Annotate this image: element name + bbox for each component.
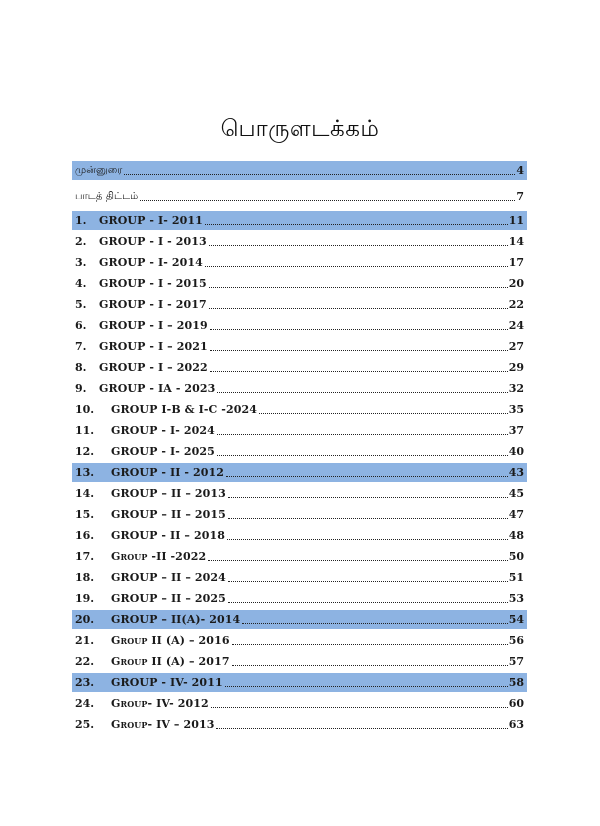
toc-entry-page: 58	[508, 676, 524, 689]
toc-entry-page: 57	[508, 655, 524, 668]
toc-entry-number: 8.	[75, 361, 87, 374]
toc-entry-page: 4	[516, 164, 524, 177]
dot-leader	[209, 285, 508, 288]
dot-leader	[232, 663, 508, 666]
dot-leader	[209, 243, 508, 246]
dot-leader	[227, 537, 508, 540]
toc-entry-page: 24	[508, 319, 524, 332]
toc-entry-page: 63	[508, 718, 524, 731]
toc-entry-page: 60	[508, 697, 524, 710]
toc-entry-page: 22	[508, 298, 524, 311]
toc-entry-number: 4.	[75, 277, 87, 290]
toc-entry[interactable]	[72, 274, 527, 293]
toc-entry-number: 6.	[75, 319, 87, 332]
toc-entry-label: GROUP - I – 2019	[99, 319, 208, 332]
toc-entry-label: GROUP - II - 2012	[111, 466, 225, 479]
toc-entry-page: 14	[508, 235, 524, 248]
toc-entry-label: GROUP I-B & I-C -2024	[111, 403, 257, 416]
toc-entry-page: 37	[508, 424, 524, 437]
toc-entry-number: 10.	[75, 403, 95, 416]
dot-leader	[228, 495, 508, 498]
toc-entry-page: 43	[508, 466, 524, 479]
toc-entry-number: 15.	[75, 508, 95, 521]
toc-entry[interactable]	[72, 505, 527, 524]
toc-entry[interactable]	[72, 526, 527, 545]
dot-leader	[228, 579, 508, 582]
toc-entry-number: 2.	[75, 235, 87, 248]
toc-entry-page: 20	[508, 277, 524, 290]
dot-leader	[140, 198, 515, 201]
toc-entry-page: 29	[508, 361, 524, 374]
toc-entry-label: Group II (A) – 2016	[111, 634, 230, 647]
toc-entry-page: 54	[508, 613, 524, 626]
toc-entry-page: 53	[508, 592, 524, 605]
toc-entry-label: GROUP - IV- 2011	[111, 676, 223, 689]
toc-entry-label: GROUP - I- 2014	[99, 256, 203, 269]
toc-entry-number: 18.	[75, 571, 95, 584]
toc-entry-label: GROUP - I- 2011	[99, 214, 203, 227]
toc-entry-number: 9.	[75, 382, 87, 395]
toc-entry[interactable]	[72, 652, 527, 671]
toc-entry[interactable]	[72, 316, 527, 335]
toc-entry-number: 14.	[75, 487, 95, 500]
toc-entry[interactable]	[72, 421, 527, 440]
toc-entry-label: GROUP – II – 2024	[111, 571, 226, 584]
toc-entry[interactable]	[72, 358, 527, 377]
dot-leader	[124, 172, 515, 175]
dot-leader	[210, 327, 508, 330]
toc-entry[interactable]	[72, 442, 527, 461]
toc-entry-page: 27	[508, 340, 524, 353]
toc-entry-page: 50	[508, 550, 524, 563]
toc-entry[interactable]	[72, 631, 527, 650]
toc-entry-label: GROUP - I - 2015	[99, 277, 207, 290]
dot-leader	[211, 705, 508, 708]
dot-leader	[205, 264, 508, 267]
toc-entry[interactable]	[72, 589, 527, 608]
toc-entry[interactable]	[72, 253, 527, 272]
toc-entry-label: GROUP - I - 2013	[99, 235, 207, 248]
toc-entry-number: 12.	[75, 445, 95, 458]
toc-entry[interactable]	[72, 400, 527, 419]
toc-entry-label: முன்னுரை	[75, 164, 123, 176]
toc-entry-label: Group -II -2022	[111, 550, 207, 563]
dot-leader	[210, 348, 508, 351]
dot-leader	[217, 390, 507, 393]
toc-entry-number: 24.	[75, 697, 95, 710]
toc-entry-label: GROUP - II – 2018	[111, 529, 225, 542]
dot-leader	[217, 432, 508, 435]
dot-leader	[210, 369, 508, 372]
toc-entry-number: 13.	[75, 466, 95, 479]
toc-entry[interactable]	[72, 610, 527, 629]
toc-entry-label: GROUP - I- 2024	[111, 424, 215, 437]
page-title: பொருளடக்கம்	[220, 116, 380, 142]
toc-entry-label: GROUP - I – 2022	[99, 361, 208, 374]
toc-entry-number: 11.	[75, 424, 95, 437]
toc-entry-label: GROUP - I – 2021	[99, 340, 208, 353]
toc-entry-label: GROUP - I - 2017	[99, 298, 207, 311]
toc-entry-label: GROUP - IA - 2023	[99, 382, 216, 395]
dot-leader	[209, 306, 508, 309]
toc-entry-label: GROUP - I- 2025	[111, 445, 215, 458]
toc-entry-label: Group- IV – 2013	[111, 718, 215, 731]
toc-entry-page: 32	[508, 382, 524, 395]
toc-entry-number: 17.	[75, 550, 95, 563]
toc-entry-number: 19.	[75, 592, 95, 605]
toc-entry-page: 17	[508, 256, 524, 269]
dot-leader	[217, 453, 508, 456]
toc-entry-label: Group II (A) – 2017	[111, 655, 230, 668]
toc-entry-number: 22.	[75, 655, 95, 668]
toc-entry[interactable]	[72, 295, 527, 314]
toc-entry[interactable]	[72, 547, 527, 566]
dot-leader	[228, 516, 508, 519]
toc-entry-page: 11	[508, 214, 524, 227]
toc-entry-page: 7	[516, 190, 524, 203]
toc-entry-number: 25.	[75, 718, 95, 731]
toc-entry-number: 23.	[75, 676, 95, 689]
toc-entry-page: 48	[508, 529, 524, 542]
toc-entry[interactable]	[72, 715, 527, 734]
toc-entry[interactable]	[72, 484, 527, 503]
toc-entry[interactable]	[72, 232, 527, 251]
dot-leader	[226, 474, 508, 477]
toc-entry-page: 45	[508, 487, 524, 500]
toc-entry-number: 7.	[75, 340, 87, 353]
toc-entry-number: 1.	[75, 214, 87, 227]
toc-entry-page: 47	[508, 508, 524, 521]
toc-entry[interactable]	[72, 673, 527, 692]
dot-leader	[225, 684, 508, 687]
toc-entry-preface[interactable]	[72, 161, 527, 180]
toc-entry[interactable]	[72, 463, 527, 482]
dot-leader	[232, 642, 508, 645]
toc-entry[interactable]	[72, 694, 527, 713]
dot-leader	[216, 726, 507, 729]
toc-entry-label: GROUP – II – 2013	[111, 487, 226, 500]
toc-entry-page: 51	[508, 571, 524, 584]
toc-entry-number: 5.	[75, 298, 87, 311]
toc-entry[interactable]	[72, 568, 527, 587]
toc-entry-label: GROUP – II – 2025	[111, 592, 226, 605]
toc-entry-number: 16.	[75, 529, 95, 542]
toc-entry-label: பாடத் திட்டம்	[75, 190, 139, 202]
toc-entry-number: 20.	[75, 613, 95, 626]
toc-entry-page: 40	[508, 445, 524, 458]
toc-entry-label: GROUP – II – 2015	[111, 508, 226, 521]
toc-entry-number: 3.	[75, 256, 87, 269]
toc-entry[interactable]	[72, 211, 527, 230]
toc-entry-syllabus[interactable]	[72, 187, 527, 206]
dot-leader	[259, 411, 508, 414]
toc-entry-number: 21.	[75, 634, 95, 647]
dot-leader	[242, 621, 507, 624]
toc-entry-label: Group- IV- 2012	[111, 697, 209, 710]
toc-entry-label: GROUP – II(A)- 2014	[111, 613, 241, 626]
dot-leader	[228, 600, 508, 603]
toc-entry[interactable]	[72, 337, 527, 356]
toc-entry-page: 56	[508, 634, 524, 647]
dot-leader	[208, 558, 507, 561]
toc-entry[interactable]	[72, 379, 527, 398]
toc-entry-page: 35	[508, 403, 524, 416]
dot-leader	[205, 222, 508, 225]
